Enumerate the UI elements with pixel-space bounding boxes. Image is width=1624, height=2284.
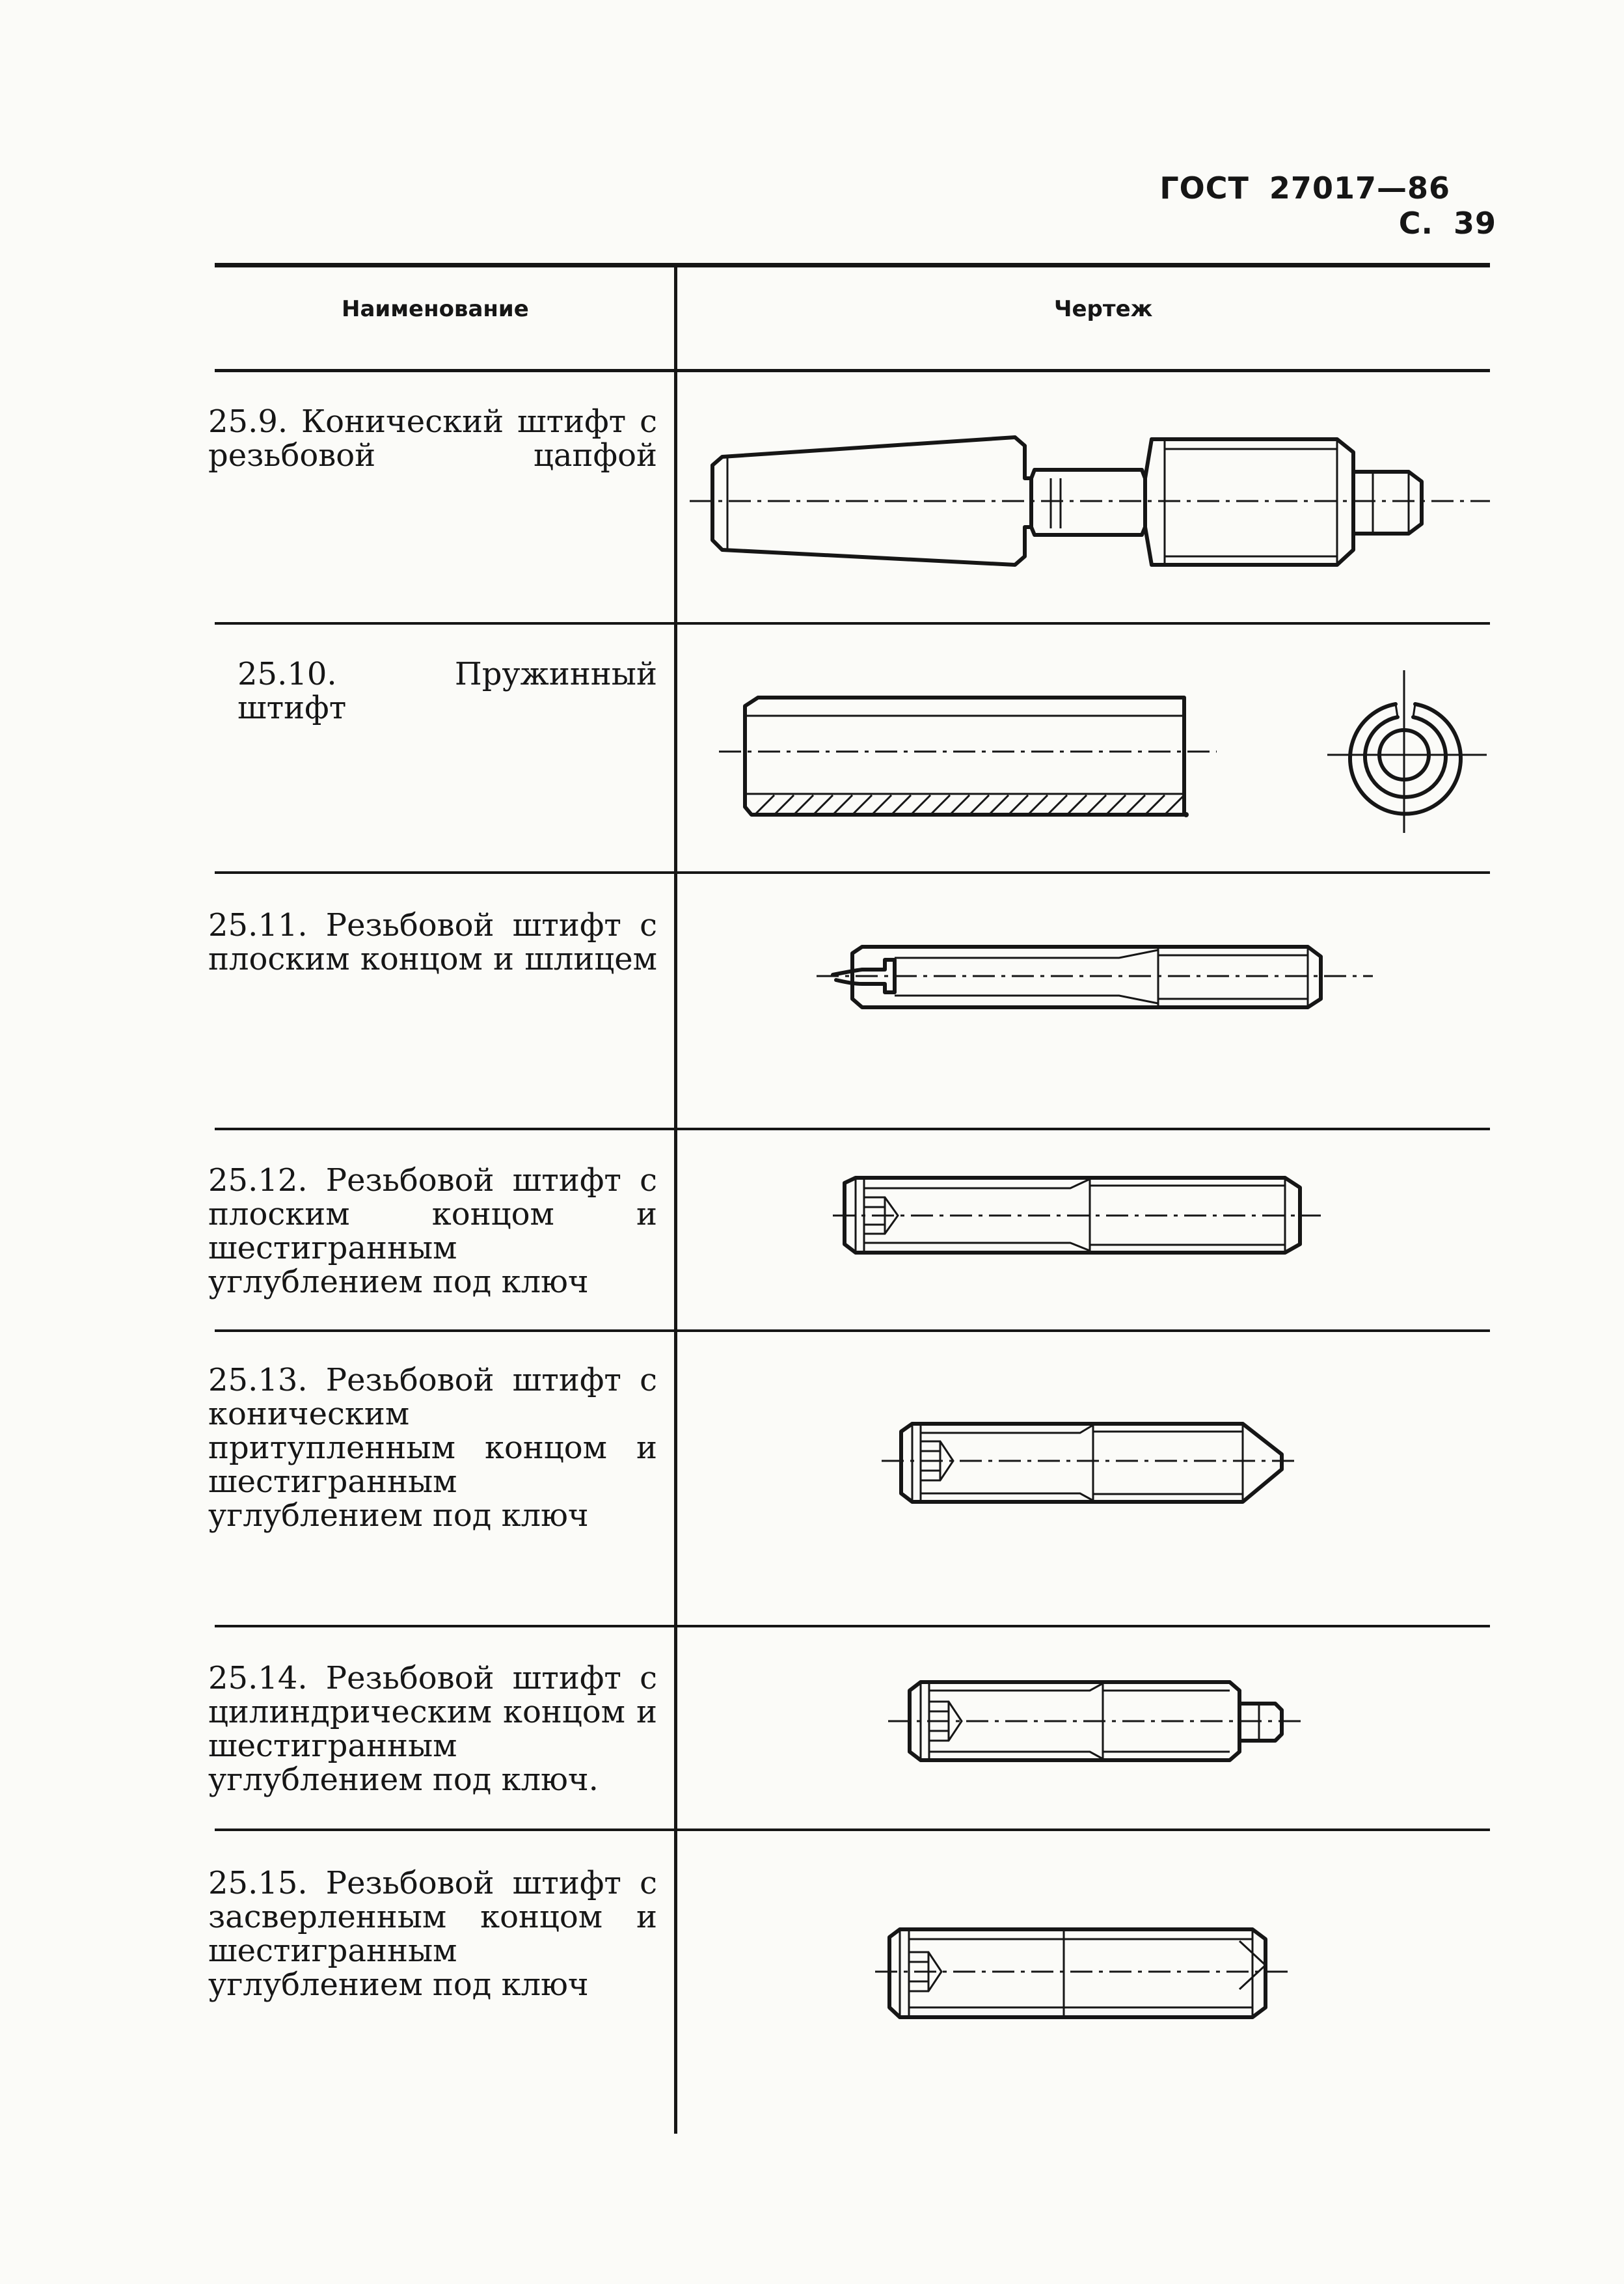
row-divider	[215, 1329, 1490, 1332]
row-label-25-13: 25.13. Резьбовой штифт с коническим притупленным концом и шестигранным углублением под ключ	[208, 1362, 657, 1534]
row-divider	[215, 1128, 1490, 1130]
row-divider	[215, 1829, 1490, 1831]
row-label-25-14: 25.14. Резьбовой штифт с цилиндрическим концом и шестигранным углублением под ключ.	[208, 1660, 657, 1798]
row-divider	[215, 622, 1490, 625]
spring-pin-drawing	[709, 670, 1490, 855]
page-number: С. 39	[1398, 206, 1496, 241]
set-screw-flat-hex-drawing	[833, 1171, 1353, 1278]
set-screw-cone-hex-drawing	[878, 1412, 1321, 1532]
column-header-drawing: Чертеж	[1054, 296, 1153, 322]
column-divider	[674, 263, 677, 2134]
set-screw-flat-slot-drawing	[813, 924, 1386, 1031]
row-divider	[215, 1625, 1490, 1627]
row-label-25-12: 25.12. Резьбовой штифт с плоским концом и шестигранным углублением под ключ	[208, 1162, 657, 1300]
row-divider	[215, 871, 1490, 874]
table-top-rule	[215, 263, 1490, 267]
set-screw-drilled-hex-drawing	[875, 1916, 1305, 2030]
table-head-rule	[215, 369, 1490, 372]
row-label-25-9: 25.9. Конический штифт с резьбовой цапфой	[208, 403, 657, 474]
set-screw-dog-hex-drawing	[885, 1672, 1314, 1779]
column-header-name: Наименование	[342, 296, 529, 322]
tapered-pin-threaded-spigot-drawing	[683, 416, 1496, 588]
page-header	[1080, 170, 1496, 241]
row-label-25-15: 25.15. Резьбовой штифт с засверленным концом и шестигранным углублением под ключ	[208, 1865, 657, 2003]
row-label-25-10: 25.10. Пружинный штифт	[237, 656, 657, 726]
standard-number: ГОСТ 27017—86	[1159, 170, 1450, 206]
row-label-25-11: 25.11. Резьбовой штифт с плоским концом и шлицем	[208, 907, 657, 977]
